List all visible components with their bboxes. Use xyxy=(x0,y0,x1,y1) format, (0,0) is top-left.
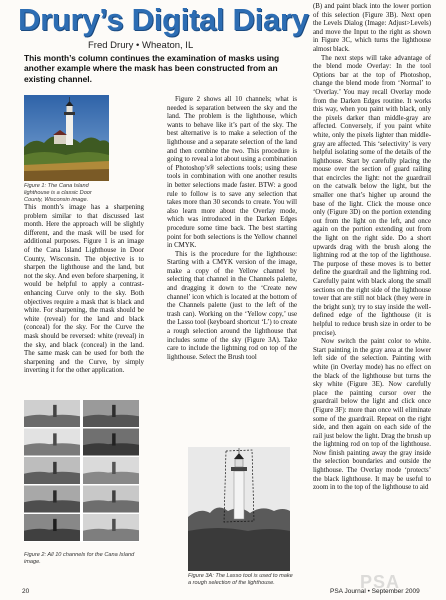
channel-thumbnail xyxy=(24,486,80,513)
author-byline: Fred Drury • Wheaton, IL xyxy=(88,40,194,51)
column-2 xyxy=(167,96,297,362)
lighthouse-photo xyxy=(24,95,109,181)
watermark: PSA xyxy=(360,572,401,592)
column-3-paragraph-3: Now switch the paint color to white. Start painting in the gray area at the lower left side of the selection. Painting with white (in Overlay mode) has no effect on the black of the lighthouse but turns the sky white (Figure 3E). Now carefully place the painting cursor over the guardrail below the light and click once (Figure 3F): more than once will eliminate some of the guardrail. Repeat on the right side, and then again on each side of the rail just below the light. Drag the brush up the lightning rod on top of the lighthouse. Now finish painting away the gray inside the selection boundaries and outside the lighthouse. The Overlay mode ‘protects’ the black lighthouse. It may be useful to zoom in to the top of the lighthouse to aid xyxy=(313,338,431,492)
channels-grid-art xyxy=(24,400,139,542)
channel-thumbnail xyxy=(24,514,80,541)
lasso-selection-image xyxy=(188,447,290,571)
column-1-paragraph: This month’s image has a sharpening problem similar to that discussed last month. Here the approach will be slightly different, and the mask will be used for additional purposes. Figure 1 is an image of the Cana Island Lighthouse in Door County, Wisconsin. The objective is to sharpen the lighthouse and the land, but not the sky. And even before sharpening, it would be helpful to apply a contrast-enhancing Curve only to the sky. Both objectives require a mask that is black and white. For sharpening, the mask should be white (reveal) for the land and black (conceal) for the sky. For the Curve the mask should be reversed: white (reveal) in the sky, and black (conceal) in the land. The same mask can be used for both the sharpening and the Curve, by simply inverting it for the other application. xyxy=(24,204,144,375)
channel-thumbnail xyxy=(83,457,139,484)
channel-thumbnail xyxy=(24,429,80,456)
lasso-selection-art xyxy=(188,447,290,571)
figure-3a-caption: Figure 3A: The Lasso tool is used to make a rough selection of the lighthouse. xyxy=(188,573,293,586)
column-2-paragraph-2: This is the procedure for the lighthouse: Starting with a CMYK version of the image, make a copy of the Yellow channel by selecting that channel in the Channels palette, and dragging it down to the ‘Create new channel’ icon which is located at the bottom of the Channels palette (just to the left of the trash can). Working on the ‘Yellow copy,’ use the Lasso tool (keyboard shortcut ‘L’) to create a rough selection around the lighthouse that includes some of the sky (Figure 3A). Take care to include the lightning rod on top of the lighthouse. Select the Brush tool xyxy=(167,250,297,361)
column-3-paragraph-1: (B) and paint black into the lower portion of this selection (Figure 3B). Next open the Levels Dialog (Image: Adjust>Levels) and move the Input to the right as shown in Figure 3C, which turns the lighthouse almost black. xyxy=(313,3,431,53)
column-3-paragraph-2: The next steps will take advantage of the blend mode Overlay: In the tool Options bar at the top of Photoshop, change the blend mode from ‘Normal’ to ‘Overlay.’ You may recall Overlay mode from the Darken Edges routine. It works this way, when you paint with black, only the pixels darker than middle-gray are affected. Conversely, if you paint white white, only the pixels lighter than middle-gray are affected. This ‘selectivity’ is very helpful isolating some of the details of the lighthouse. Start by carefully placing the mouse over the section of guard railing that encircles the light: not the guardrail on the catwalk below the light, but the smaller one that’s higher up around the base of the light. Click the mouse once only (Figure 3D) on the portion extending out from the light on the left, and once again on the portion extending out from the light on the right side. Do a short upwards drag with the brush along the lightning rod at the top of the lighthouse. The purpose of these moves is to better define the guardrail and the lightning rod. Carefully paint with black along the small sections on the right side of the lighthouse tower that are still not black (they were in the bright sun); try to stay inside the well-defined edge of the lighthouse (it is helpful to reduce brush size in order to be precise). xyxy=(313,54,431,337)
channel-thumbnail xyxy=(24,400,80,427)
channels-grid-image xyxy=(24,400,139,542)
column-1 xyxy=(24,204,144,376)
figure-1-caption: Figure 1: The Cana Island lighthouse is a classic Door County, Wisconsin image. xyxy=(24,183,92,203)
figure-2-caption: Figure 2: All 10 channels for the Cana Island image. xyxy=(24,552,135,565)
channel-thumbnail xyxy=(24,457,80,484)
page-number: 20 xyxy=(22,588,30,595)
journal-issue: PSA Journal • September 2009 xyxy=(330,588,420,595)
column-title: Drury’s Digital Diary xyxy=(18,2,309,37)
intro-paragraph: This month’s column continues the examination of masks using another example where the mask has been constructed from an existing channel. xyxy=(24,53,280,84)
channel-thumbnail xyxy=(83,486,139,513)
lighthouse-photo-art xyxy=(24,95,109,181)
channel-thumbnail xyxy=(83,429,139,456)
column-2-paragraph-1: Figure 2 shows all 10 channels; what is needed is separation between the sky and the land. The problem is the lighthouse, which wants to behave like it’s part of the sky. The best alternative is to make a selection of the lighthouse and a separate selection of the land and then combine the two. This procedure is going to reveal a lot about using a combination of Photoshop’s® selections tools; using these tools in combination with one another results in better selections made faster. BTW: a good rule to follow is to save any selection that takes more than 30 seconds to create. You will also learn more about the Overlay mode, which was introduced in the Darken Edges procedure some time back. The best starting point for both selections is the Yellow channel in CMYK. xyxy=(167,96,297,250)
column-3 xyxy=(313,3,431,493)
channel-thumbnail xyxy=(83,514,139,541)
channel-thumbnail xyxy=(83,400,139,427)
